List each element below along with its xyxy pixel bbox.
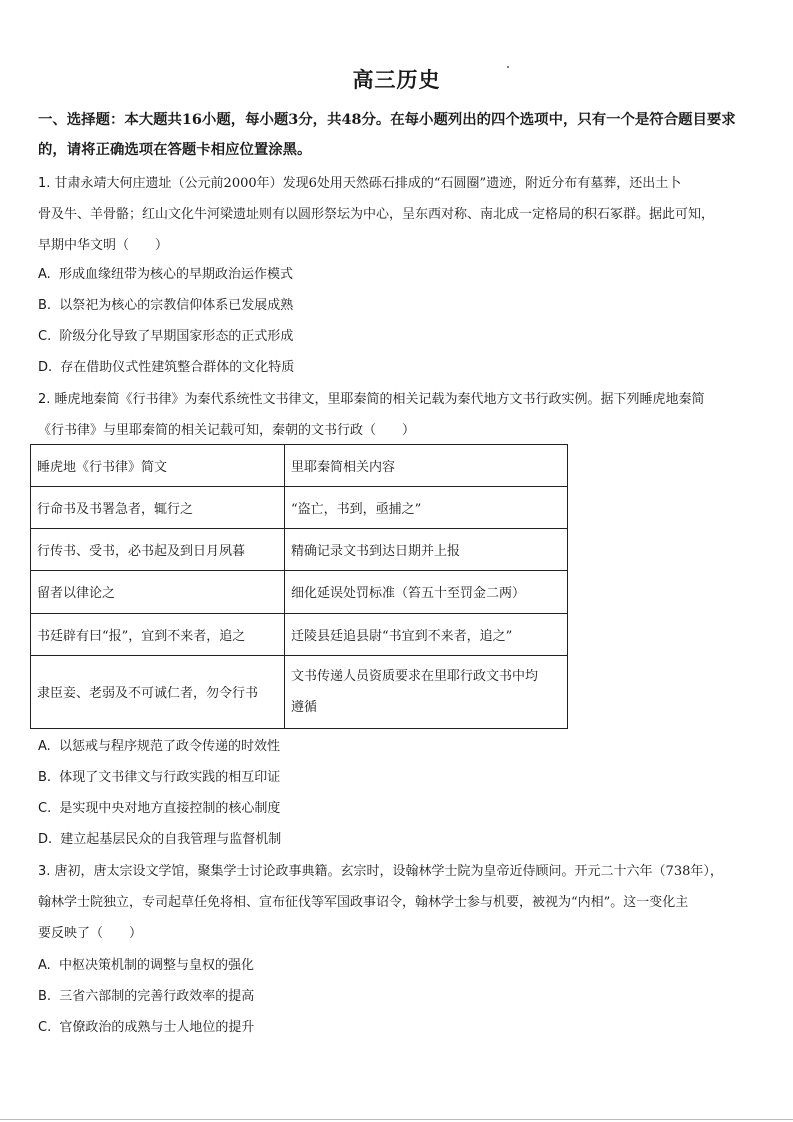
- q3-option-a[interactable]: [38, 954, 254, 973]
- table-row: [31, 487, 568, 529]
- q1-line-2: 骨及牛、羊骨骼；红山文化牛河梁遗址则有以圆形祭坛为中心，呈东西对称、南北成一定格局的积石冢群。据此可知，: [38, 207, 715, 222]
- q3-option-b[interactable]: [38, 985, 254, 1004]
- option-letter: C.: [38, 329, 52, 344]
- q3-number: 3.: [38, 864, 51, 879]
- table-cell: 细化延误处罚标准（笞五十至罚金二两）: [285, 571, 568, 613]
- q1-number: 1.: [38, 176, 51, 191]
- q3-option-c[interactable]: [38, 1016, 254, 1035]
- q2-option-c[interactable]: [38, 797, 280, 816]
- option-text: 建立起基层民众的自我管理与监督机制: [60, 832, 282, 847]
- q2-line-2: 《行书律》与里耶秦简的相关记载可知，秦朝的文书行政（ ）: [38, 423, 416, 438]
- table-row: [31, 655, 568, 728]
- q3-line-2: 翰林学士院独立，专司起草任免将相、宣布征伐等军国政事诏令，翰林学士参与机要，被视为“内相”。这一变化主: [38, 895, 689, 910]
- table-cell: 留者以律论之: [31, 571, 285, 613]
- option-letter: D.: [38, 360, 53, 375]
- page-bottom-divider: [0, 1119, 793, 1120]
- q2-option-b[interactable]: [38, 766, 280, 785]
- option-letter: B.: [38, 989, 52, 1004]
- option-text: 以惩戒与程序规范了政令传递的时效性: [58, 739, 280, 754]
- q1-option-b[interactable]: [38, 294, 293, 313]
- option-letter: B.: [38, 770, 52, 785]
- option-letter: A.: [38, 958, 51, 973]
- table-cell: 行传书、受书，必书起及到日月夙暮: [31, 529, 285, 571]
- option-text: 三省六部制的完善行政效率的提高: [59, 989, 255, 1004]
- comparison-table: [30, 444, 568, 729]
- table-cell: 迁陵县廷追县尉“书宜到不来者，追之”: [285, 613, 568, 655]
- page-title: 高三历史: [352, 67, 441, 92]
- table-header-cell: 睡虎地《行书律》简文: [31, 445, 285, 487]
- table-header-cell: 里耶秦简相关内容: [285, 445, 568, 487]
- table-cell-line: 文书传递人员资质要求在里耶行政文书中均: [291, 668, 539, 684]
- table-cell: 书廷辟有曰“报”，宜到不来者，追之: [31, 613, 285, 655]
- q1-option-c[interactable]: [38, 325, 293, 344]
- option-letter: A.: [38, 739, 51, 754]
- q1-text-1: 甘肃永靖大何庄遗址（公元前2000年）发现6处用天然砾石排成的“石圆圈”遗迹，附近分布有墓葬，还出土卜: [54, 176, 682, 191]
- option-text: 官僚政治的成熟与士人地位的提升: [59, 1020, 255, 1035]
- q2-text-1: 睡虎地秦简《行书律》为秦代系统性文书律文，里耶秦简的相关记载为秦代地方文书行政实例。据下列睡虎地秦简: [54, 392, 705, 407]
- q3-line-3: 要反映了（ ）: [38, 926, 143, 941]
- q2-number: 2.: [38, 392, 51, 407]
- q2-option-a[interactable]: [38, 735, 280, 754]
- q2-line-1: [38, 388, 705, 407]
- q1-line-1: [38, 172, 681, 191]
- table-cell-line: 遵循: [291, 699, 318, 715]
- option-text: 中枢决策机制的调整与皇权的强化: [58, 958, 254, 973]
- option-letter: C.: [38, 801, 52, 816]
- table-cell: 隶臣妾、老弱及不可诚仁者，勿令行书: [31, 655, 285, 728]
- option-text: 形成血缘纽带为核心的早期政治运作模式: [58, 267, 293, 282]
- table-cell-multiline: [285, 655, 568, 728]
- q3-line-1: [38, 860, 723, 879]
- table-header-row: [31, 445, 568, 487]
- option-letter: B.: [38, 298, 52, 313]
- option-text: 存在借助仪式性建筑整合群体的文化特质: [60, 360, 295, 375]
- q3-text-1: 唐初，唐太宗设文学馆，聚集学士讨论政事典籍。玄宗时，设翰林学士院为皇帝近侍顾问。开元二十六年（738年），: [54, 864, 723, 879]
- option-text: 体现了文书律文与行政实践的相互印证: [59, 770, 281, 785]
- section-instructions: 一、选择题：本大题共16小题，每小题3分，共48分。在每小题列出的四个选项中，只有一个是符合题目要求的，请将正确选项在答题卡相应位置涂黑。: [38, 111, 736, 158]
- q1-option-d[interactable]: [38, 356, 294, 375]
- table-row: [31, 529, 568, 571]
- table-cell: 精确记录文书到达日期并上报: [285, 529, 568, 571]
- stray-dot: [507, 66, 509, 68]
- option-text: 是实现中央对地方直接控制的核心制度: [59, 801, 281, 816]
- option-text: 阶级分化导致了早期国家形态的正式形成: [59, 329, 294, 344]
- table-row: [31, 613, 568, 655]
- option-letter: D.: [38, 832, 53, 847]
- q2-option-d[interactable]: [38, 828, 281, 847]
- table-cell: “盗亡，书到，亟捕之”: [285, 487, 568, 529]
- q1-line-3: 早期中华文明（ ）: [38, 238, 169, 253]
- table-cell: 行命书及书署急者，辄行之: [31, 487, 285, 529]
- q1-option-a[interactable]: [38, 263, 293, 282]
- option-text: 以祭祀为核心的宗教信仰体系已发展成熟: [59, 298, 294, 313]
- option-letter: A.: [38, 267, 51, 282]
- option-letter: C.: [38, 1020, 52, 1035]
- table-row: [31, 571, 568, 613]
